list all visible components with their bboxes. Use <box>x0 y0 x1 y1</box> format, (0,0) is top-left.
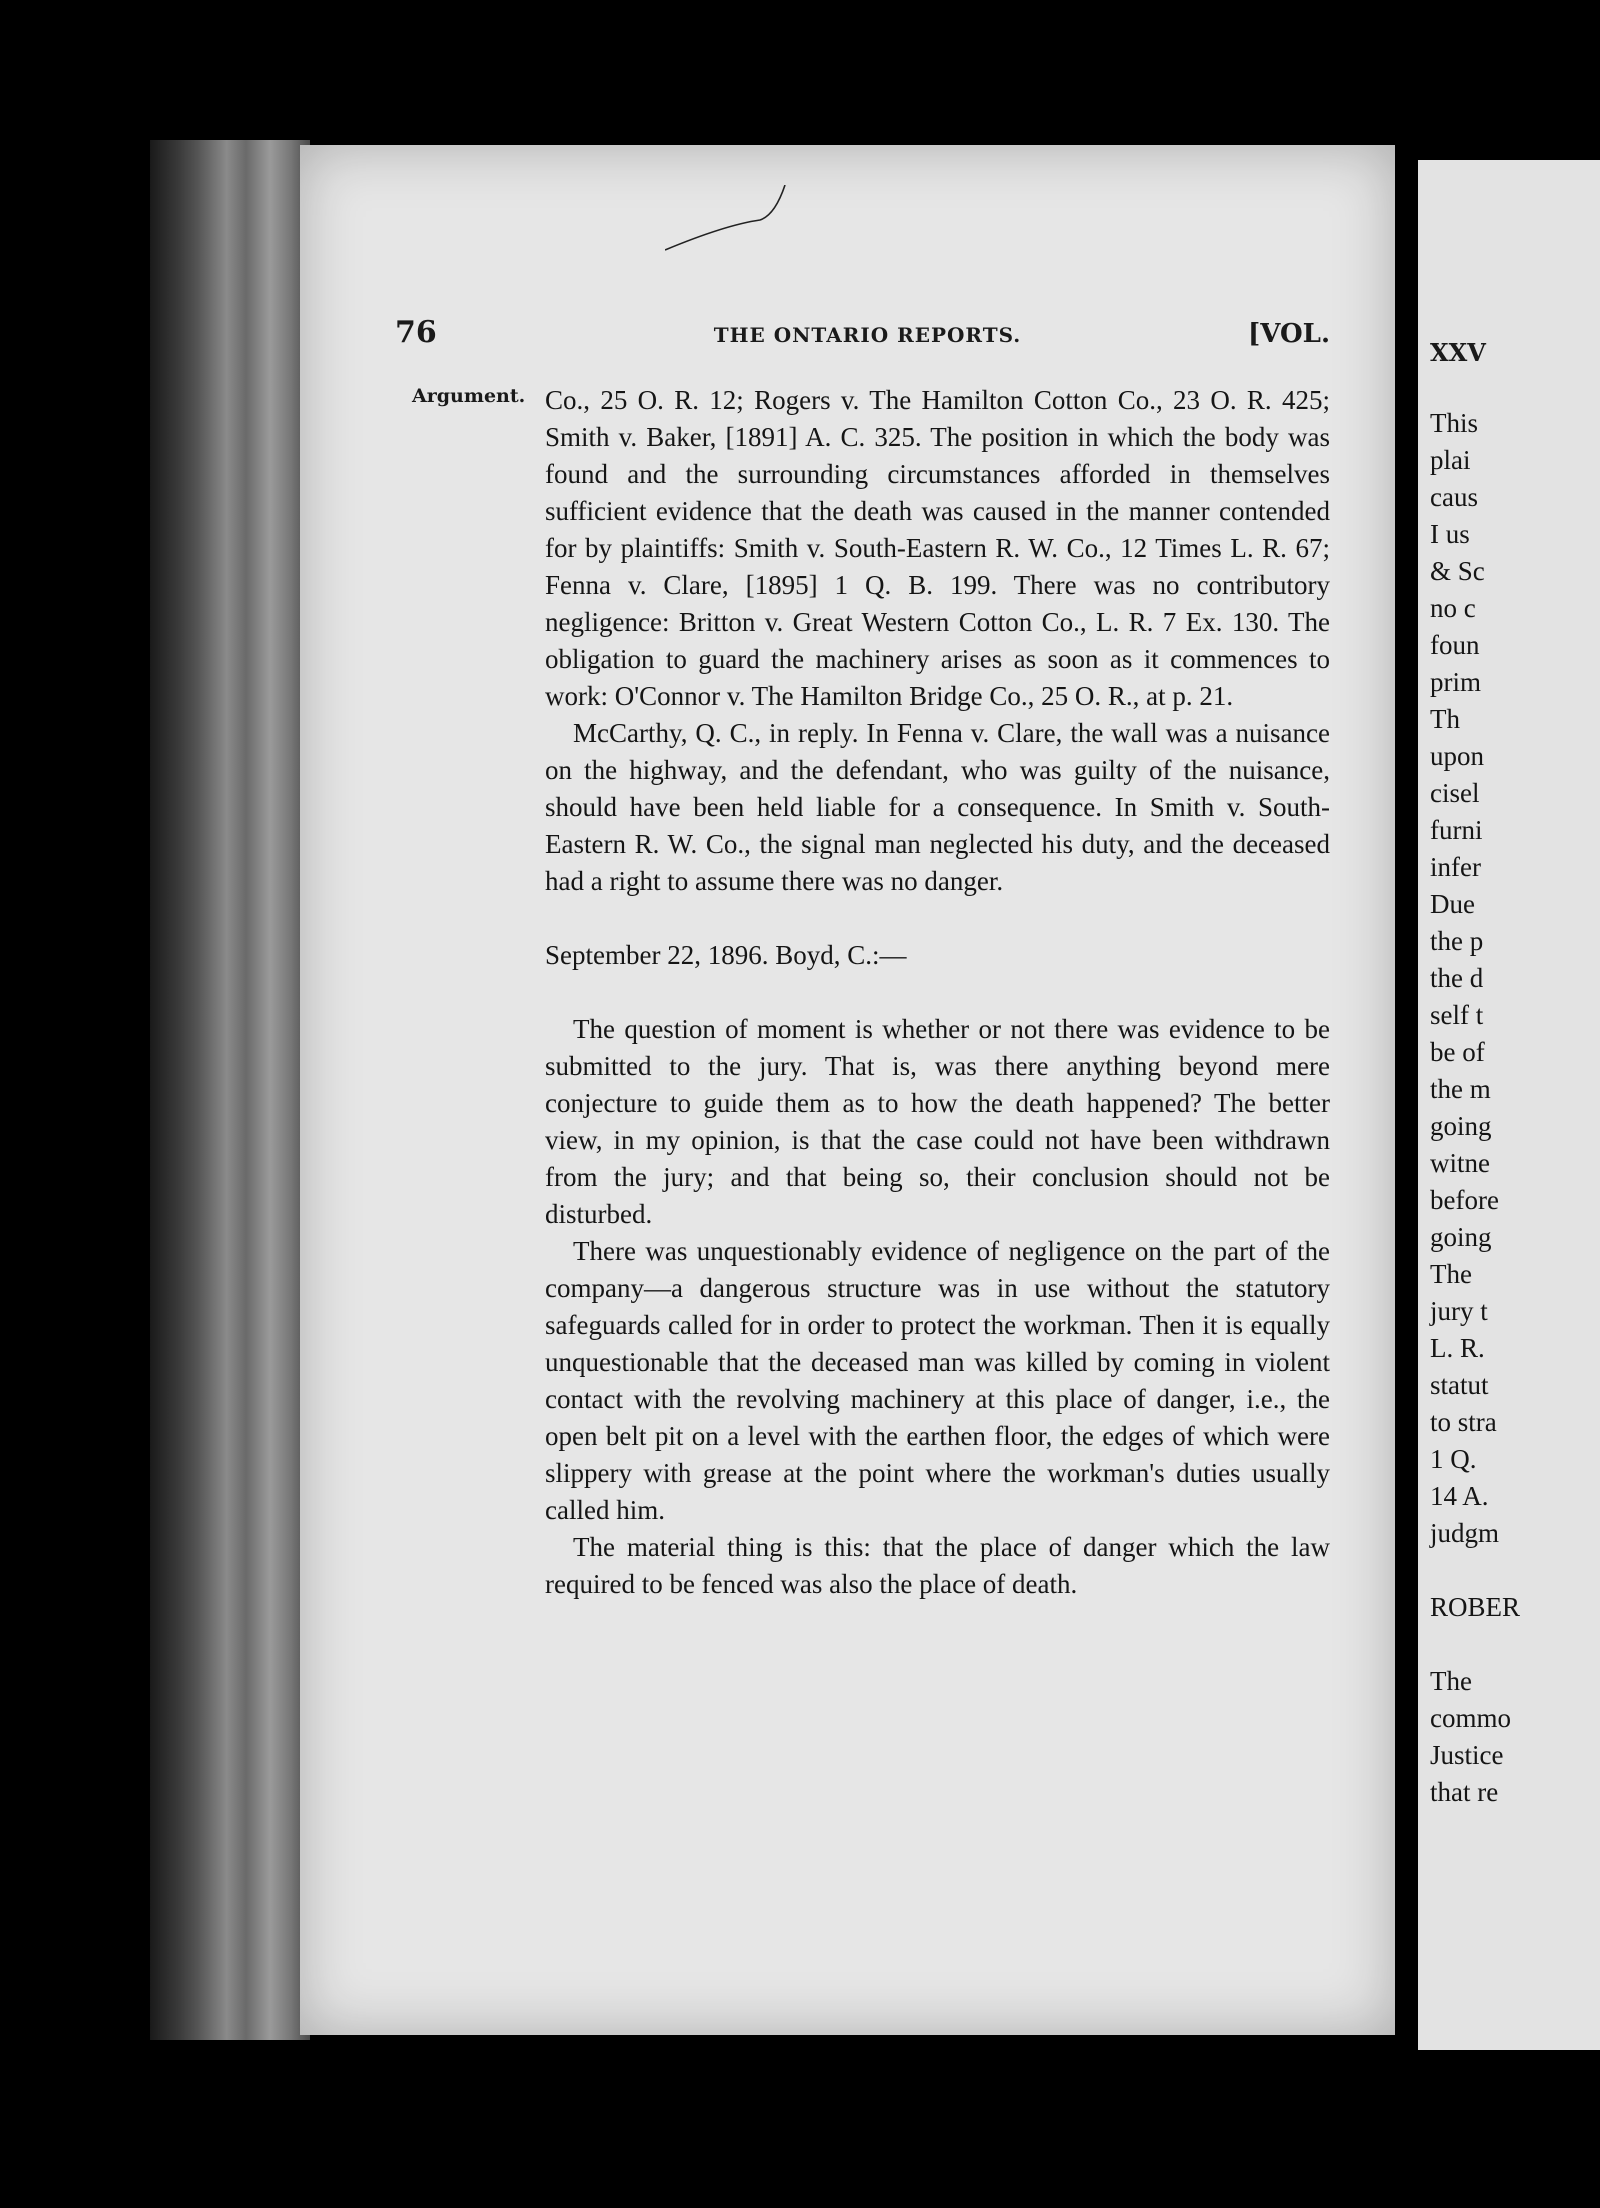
body-text <box>545 382 1330 1603</box>
adjacent-page-line: foun <box>1430 630 1480 660</box>
adjacent-page-line: I us <box>1430 519 1470 549</box>
margin-note: Argument. <box>412 385 526 407</box>
volume-label: [VOL. <box>1248 319 1330 349</box>
adjacent-page-line: statut <box>1430 1370 1489 1400</box>
book-page <box>300 145 1395 2035</box>
adjacent-page-line: 14 A. <box>1430 1481 1489 1511</box>
judgment-paragraph-2: There was unquestionably evidence of negligence on the part of the company—a dangerous structure was in use without the statutory safeguards called for in order to protect the workman. Then it is equally unquestionable that the deceased man was killed by coming in violent contact with the revolving machinery at this place of danger, i.e., the open belt pit on a level with the earthen floor, the edges of which were slippery with grease at the point where the workman's duties usually called him. <box>545 1236 1330 1525</box>
adjacent-page-line: be of <box>1430 1037 1485 1067</box>
adjacent-page-line: the p <box>1430 926 1484 956</box>
adjacent-page-line: cisel <box>1430 778 1480 808</box>
adjacent-page-line: commo <box>1430 1703 1511 1733</box>
running-title: THE ONTARIO REPORTS. <box>713 323 1022 347</box>
argument-paragraph: Co., 25 O. R. 12; Rogers v. The Hamilton Cotton Co., 23 O. R. 425; Smith v. Baker, [1891] A. C. 325. The position in which the body was found and the surrounding circumstances afforded in themselves sufficient evidence that the death was caused in the manner contended for by plaintiffs: Smith v. South-Eastern R. W. Co., 12 Times L. R. 67; Fenna v. Clare, [1895] 1 Q. B. 199. There was no contributory negligence: Britton v. Great Western Cotton Co., L. R. 7 Ex. 130. The obligation to guard the machinery arises as soon as it commences to work: O'Connor v. The Hamilton Bridge Co., 25 O. R., at p. 21. <box>545 385 1330 711</box>
adjacent-page-line: infer <box>1430 852 1481 882</box>
book-binding-edge <box>150 140 310 2040</box>
page-number: 76 <box>395 315 437 350</box>
page-header <box>395 315 1340 355</box>
adjacent-page-line: to stra <box>1430 1407 1497 1437</box>
adjacent-page-line: Justice <box>1430 1740 1504 1770</box>
adjacent-page-line: witne <box>1430 1148 1490 1178</box>
adjacent-page-line: This <box>1430 408 1479 438</box>
adjacent-page-line: 1 Q. <box>1430 1444 1477 1474</box>
adjacent-page-line: no c <box>1430 593 1476 623</box>
adjacent-page-line: Due <box>1430 889 1475 919</box>
adjacent-page-line: self t <box>1430 1000 1484 1030</box>
adjacent-page-line: the d <box>1430 963 1484 993</box>
adjacent-page-line: the m <box>1430 1074 1491 1104</box>
adjacent-page-line <box>1430 1552 1600 1589</box>
adjacent-page-line: L. R. <box>1430 1333 1485 1363</box>
adjacent-page-line: prim <box>1430 667 1481 697</box>
adjacent-page-line: upon <box>1430 741 1484 771</box>
adjacent-page-line: that re <box>1430 1777 1499 1807</box>
adjacent-page-line: before <box>1430 1185 1499 1215</box>
adjacent-page-line: ROBER <box>1430 1592 1521 1622</box>
adjacent-page-line: The <box>1430 1666 1472 1696</box>
adjacent-page-line: going <box>1430 1222 1492 1252</box>
adjacent-page-line: Th <box>1430 704 1460 734</box>
adjacent-page-line: jury t <box>1430 1296 1488 1326</box>
adjacent-page-edge <box>1418 160 1600 2050</box>
adjacent-page-line: caus <box>1430 482 1478 512</box>
adjacent-page-header: XXV <box>1430 338 1486 367</box>
adjacent-page-line: furni <box>1430 815 1483 845</box>
adjacent-page-line: plai <box>1430 445 1471 475</box>
adjacent-page-line: judgm <box>1430 1518 1500 1548</box>
judgment-date-line: September 22, 1896. Boyd, C.:— <box>545 940 907 970</box>
judgment-paragraph-1: The question of moment is whether or not there was evidence to be submitted to the jury. That is, was there anything beyond mere conjecture to guide them as to how the death happened? The better view, in my opinion, is that the case could not have been withdrawn from the jury; and that being so, their conclusion should not be disturbed. <box>545 1014 1330 1229</box>
reply-paragraph: McCarthy, Q. C., in reply. In Fenna v. Clare, the wall was a nuisance on the highway, and the defendant, who was guilty of the nuisance, should have been held liable for a consequence. In Smith v. South-Eastern R. W. Co., the signal man neglected his duty, and the deceased had a right to assume there was no danger. <box>545 718 1330 896</box>
adjacent-page-line: The <box>1430 1259 1472 1289</box>
pen-stroke-mark <box>665 185 805 255</box>
adjacent-page-line: & Sc <box>1430 556 1485 586</box>
adjacent-page-text <box>1430 405 1600 1811</box>
adjacent-page-line: going <box>1430 1111 1492 1141</box>
judgment-paragraph-3: The material thing is this: that the place of danger which the law required to be fenced was also the place of death. <box>545 1532 1330 1599</box>
adjacent-page-line <box>1430 1626 1600 1663</box>
